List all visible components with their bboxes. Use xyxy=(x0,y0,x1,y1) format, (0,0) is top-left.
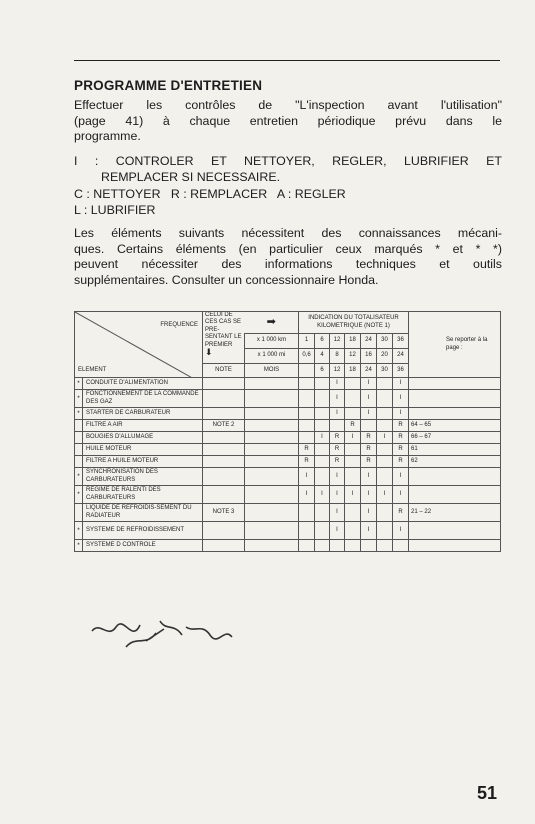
arrow-down-icon: ⬇ xyxy=(205,347,213,358)
table-row xyxy=(75,456,501,468)
row-interval-cell xyxy=(345,522,361,540)
notice-line-2: ques. Certains éléments (en particulier ceux marqués * et * *) xyxy=(74,241,502,256)
row-interval-cell xyxy=(330,540,345,552)
row-interval-cell: R xyxy=(393,456,409,468)
km-value: 36 xyxy=(393,334,409,349)
row-mois-blank xyxy=(245,456,299,468)
row-interval-cell: R xyxy=(393,504,409,522)
arrow-right-icon: ➡ xyxy=(245,312,299,334)
row-element: FONCTIONNEMENT DE LA COMMANDE DES GAZ xyxy=(83,390,203,408)
row-interval-cell xyxy=(345,408,361,420)
row-interval-cell xyxy=(299,408,315,420)
row-interval-cell: I xyxy=(345,486,361,504)
row-interval-cell: I xyxy=(393,468,409,486)
table-row xyxy=(75,522,501,540)
row-page-ref: 61 xyxy=(409,444,501,456)
row-mois-blank xyxy=(245,378,299,390)
km-value: 12 xyxy=(330,334,345,349)
row-mark xyxy=(75,504,83,522)
row-interval-cell: R xyxy=(393,432,409,444)
row-interval-cell: I xyxy=(315,486,330,504)
frequence-element-header xyxy=(75,312,203,378)
table-row xyxy=(75,468,501,486)
row-mois-blank xyxy=(245,444,299,456)
mois-value: 6 xyxy=(315,364,330,378)
row-interval-cell: I xyxy=(393,522,409,540)
mois-value xyxy=(299,364,315,378)
row-page-ref xyxy=(409,390,501,408)
row-interval-cell: I xyxy=(345,432,361,444)
mois-value: 24 xyxy=(361,364,377,378)
maintenance-table xyxy=(74,311,501,552)
table-row xyxy=(75,420,501,432)
mois-value: 36 xyxy=(393,364,409,378)
row-page-ref: 62 xyxy=(409,456,501,468)
row-element: HUILE MOTEUR xyxy=(83,444,203,456)
row-page-ref: 64 – 65 xyxy=(409,420,501,432)
row-interval-cell: I xyxy=(330,486,345,504)
handwritten-scribble xyxy=(86,617,246,651)
row-interval-cell: I xyxy=(330,378,345,390)
intro-line-1: Effectuer les contrôles de "L'inspection avant l'utilisation" xyxy=(74,98,502,112)
row-interval-cell: I xyxy=(361,486,377,504)
row-interval-cell xyxy=(361,420,377,432)
row-note xyxy=(203,540,245,552)
row-mois-blank xyxy=(245,504,299,522)
mi-value: 12 xyxy=(345,349,361,364)
row-interval-cell: R xyxy=(330,456,345,468)
row-interval-cell: I xyxy=(393,486,409,504)
legend-l: L : LUBRIFIER xyxy=(74,203,156,217)
page-number: 51 xyxy=(477,783,498,803)
legend-i xyxy=(74,154,502,170)
row-interval-cell xyxy=(315,408,330,420)
row-interval-cell: I xyxy=(299,486,315,504)
row-interval-cell xyxy=(377,522,393,540)
table-row xyxy=(75,408,501,420)
intro-line-2: (page 41) à chaque entretien périodique prévu dans le xyxy=(74,113,502,128)
row-interval-cell: I xyxy=(361,378,377,390)
row-interval-cell: I xyxy=(361,468,377,486)
row-element: FILTRE A AIR xyxy=(83,420,203,432)
row-mark xyxy=(75,420,83,432)
row-interval-cell: I xyxy=(330,390,345,408)
row-interval-cell: I xyxy=(330,522,345,540)
row-interval-cell xyxy=(377,444,393,456)
notice-line-4: supplémentaires. Consulter un concessionnaire Honda. xyxy=(74,272,379,287)
row-page-ref: 21 – 22 xyxy=(409,504,501,522)
celui-header xyxy=(203,312,245,364)
row-interval-cell xyxy=(299,420,315,432)
row-interval-cell xyxy=(315,540,330,552)
row-mois-blank xyxy=(245,408,299,420)
table-row xyxy=(75,486,501,504)
row-mark: * xyxy=(75,378,83,390)
row-interval-cell: R xyxy=(361,432,377,444)
row-page-ref: 66 – 67 xyxy=(409,432,501,444)
km-unit: x 1 000 km xyxy=(245,334,299,349)
row-mark xyxy=(75,444,83,456)
row-interval-cell xyxy=(345,468,361,486)
row-interval-cell: I xyxy=(393,390,409,408)
row-mois-blank xyxy=(245,420,299,432)
km-value: 1 xyxy=(299,334,315,349)
row-note xyxy=(203,390,245,408)
frequence-label: FREQUENCE xyxy=(160,322,198,328)
row-page-ref xyxy=(409,378,501,390)
row-interval-cell xyxy=(315,456,330,468)
row-interval-cell xyxy=(345,378,361,390)
note-column-header: NOTE xyxy=(203,364,245,378)
mois-value: 18 xyxy=(345,364,361,378)
row-interval-cell xyxy=(315,504,330,522)
table-row xyxy=(75,432,501,444)
row-interval-cell: I xyxy=(393,408,409,420)
mi-value: 16 xyxy=(361,349,377,364)
mi-value: 20 xyxy=(377,349,393,364)
row-page-ref xyxy=(409,522,501,540)
legend-i-line-1: I : CONTROLER ET NETTOYER, REGLER, LUBRIFIER ET xyxy=(74,154,502,168)
row-interval-cell xyxy=(345,456,361,468)
indication-header: INDICATION DU TOTALISATEUR KILOMETRIQUE (NOTE 1) xyxy=(299,312,409,334)
row-interval-cell xyxy=(315,390,330,408)
row-interval-cell xyxy=(377,456,393,468)
row-mois-blank xyxy=(245,540,299,552)
intro-paragraph xyxy=(74,98,502,145)
row-mark: * xyxy=(75,408,83,420)
mi-value: 0,6 xyxy=(299,349,315,364)
se-reporter-label: Se reporter à la page : xyxy=(446,337,488,351)
row-interval-cell: R xyxy=(361,444,377,456)
km-value: 6 xyxy=(315,334,330,349)
row-note xyxy=(203,468,245,486)
row-element: FILTRE A HUILE MOTEUR xyxy=(83,456,203,468)
row-interval-cell xyxy=(299,504,315,522)
row-interval-cell: I xyxy=(330,468,345,486)
row-interval-cell: I xyxy=(377,486,393,504)
row-note xyxy=(203,456,245,468)
notice-line-1: Les éléments suivants nécessitent des connaissances mécani- xyxy=(74,226,502,240)
row-note xyxy=(203,444,245,456)
row-note xyxy=(203,432,245,444)
row-note xyxy=(203,522,245,540)
celui-label: CELUI DE CES CAS SE PRE-SENTANT LE PREMIER xyxy=(205,312,242,348)
row-mois-blank xyxy=(245,390,299,408)
row-element: STARTER DE CARBURATEUR xyxy=(83,408,203,420)
row-interval-cell xyxy=(299,378,315,390)
row-interval-cell: R xyxy=(393,444,409,456)
row-interval-cell xyxy=(377,390,393,408)
table-row xyxy=(75,540,501,552)
row-interval-cell xyxy=(299,432,315,444)
mi-value: 24 xyxy=(393,349,409,364)
legend-crl: C : NETTOYER R : REMPLACER A : REGLER xyxy=(74,187,346,201)
row-element: SYSTEME D CONTROLE xyxy=(83,540,203,552)
table-row xyxy=(75,444,501,456)
row-page-ref xyxy=(409,408,501,420)
row-interval-cell xyxy=(377,504,393,522)
row-interval-cell xyxy=(299,390,315,408)
row-note xyxy=(203,408,245,420)
row-element: SYNCHRONISATION DES CARBURATEURS xyxy=(83,468,203,486)
row-mois-blank xyxy=(245,486,299,504)
row-note xyxy=(203,486,245,504)
row-interval-cell xyxy=(315,522,330,540)
row-mark: * xyxy=(75,468,83,486)
table-row xyxy=(75,390,501,408)
intro-line-3: programme. xyxy=(74,129,141,144)
row-page-ref xyxy=(409,486,501,504)
page-heading: PROGRAMME D'ENTRETIEN xyxy=(74,78,263,93)
row-interval-cell: I xyxy=(377,432,393,444)
row-interval-cell xyxy=(315,420,330,432)
row-mark xyxy=(75,456,83,468)
row-interval-cell: I xyxy=(361,408,377,420)
row-mois-blank xyxy=(245,432,299,444)
row-interval-cell: I xyxy=(361,390,377,408)
row-interval-cell xyxy=(315,468,330,486)
mois-value: 12 xyxy=(330,364,345,378)
row-interval-cell xyxy=(377,408,393,420)
row-interval-cell: I xyxy=(330,504,345,522)
row-interval-cell xyxy=(377,540,393,552)
row-mark xyxy=(75,432,83,444)
row-interval-cell: R xyxy=(299,456,315,468)
row-mark: * xyxy=(75,486,83,504)
km-value: 30 xyxy=(377,334,393,349)
row-mark: * xyxy=(75,540,83,552)
row-interval-cell: R xyxy=(361,456,377,468)
row-interval-cell: R xyxy=(330,444,345,456)
row-note: NOTE 3 xyxy=(203,504,245,522)
element-label: ELEMENT xyxy=(78,366,107,373)
se-reporter-header xyxy=(409,312,501,378)
row-interval-cell xyxy=(377,420,393,432)
notice-line-3: peuvent nécessiter des informations techniques et outils xyxy=(74,257,502,272)
row-interval-cell xyxy=(299,540,315,552)
row-interval-cell xyxy=(361,540,377,552)
row-interval-cell: R xyxy=(299,444,315,456)
mois-value: 30 xyxy=(377,364,393,378)
row-element: BOUGIES D'ALLUMAGE xyxy=(83,432,203,444)
row-interval-cell xyxy=(377,378,393,390)
row-note xyxy=(203,378,245,390)
row-interval-cell xyxy=(345,444,361,456)
row-interval-cell: I xyxy=(330,408,345,420)
row-page-ref xyxy=(409,540,501,552)
row-interval-cell xyxy=(315,378,330,390)
top-rule xyxy=(74,60,500,61)
row-interval-cell xyxy=(345,390,361,408)
row-element: SYSTEME DE REFROIDISSEMENT xyxy=(83,522,203,540)
row-interval-cell xyxy=(393,540,409,552)
row-interval-cell: I xyxy=(361,504,377,522)
mi-value: 8 xyxy=(330,349,345,364)
row-interval-cell: R xyxy=(345,420,361,432)
mi-unit: x 1 000 mi xyxy=(245,349,299,364)
row-interval-cell: I xyxy=(393,378,409,390)
table-row xyxy=(75,378,501,390)
row-element: REGIME DE RALENTI DES CARBURATEURS xyxy=(83,486,203,504)
row-interval-cell xyxy=(299,522,315,540)
row-note: NOTE 2 xyxy=(203,420,245,432)
row-interval-cell: I xyxy=(361,522,377,540)
row-interval-cell xyxy=(330,420,345,432)
row-mois-blank xyxy=(245,522,299,540)
legend-i-line-2: REMPLACER SI NECESSAIRE. xyxy=(101,170,281,184)
row-interval-cell xyxy=(315,444,330,456)
row-interval-cell: I xyxy=(299,468,315,486)
km-value: 24 xyxy=(361,334,377,349)
row-interval-cell xyxy=(345,504,361,522)
row-mois-blank xyxy=(245,468,299,486)
mois-column-header: MOIS xyxy=(245,364,299,378)
row-mark: * xyxy=(75,390,83,408)
row-interval-cell xyxy=(345,540,361,552)
mi-value: 4 xyxy=(315,349,330,364)
row-interval-cell xyxy=(377,468,393,486)
row-interval-cell: I xyxy=(315,432,330,444)
row-element: CONDUITE D'ALIMENTATION xyxy=(83,378,203,390)
row-interval-cell: R xyxy=(393,420,409,432)
km-value: 18 xyxy=(345,334,361,349)
row-interval-cell: R xyxy=(330,432,345,444)
row-mark: * xyxy=(75,522,83,540)
notice-paragraph xyxy=(74,226,502,288)
row-page-ref xyxy=(409,468,501,486)
table-row xyxy=(75,504,501,522)
row-element: LIQUIDE DE REFROIDIS-SEMENT DU RADIATEUR xyxy=(83,504,203,522)
